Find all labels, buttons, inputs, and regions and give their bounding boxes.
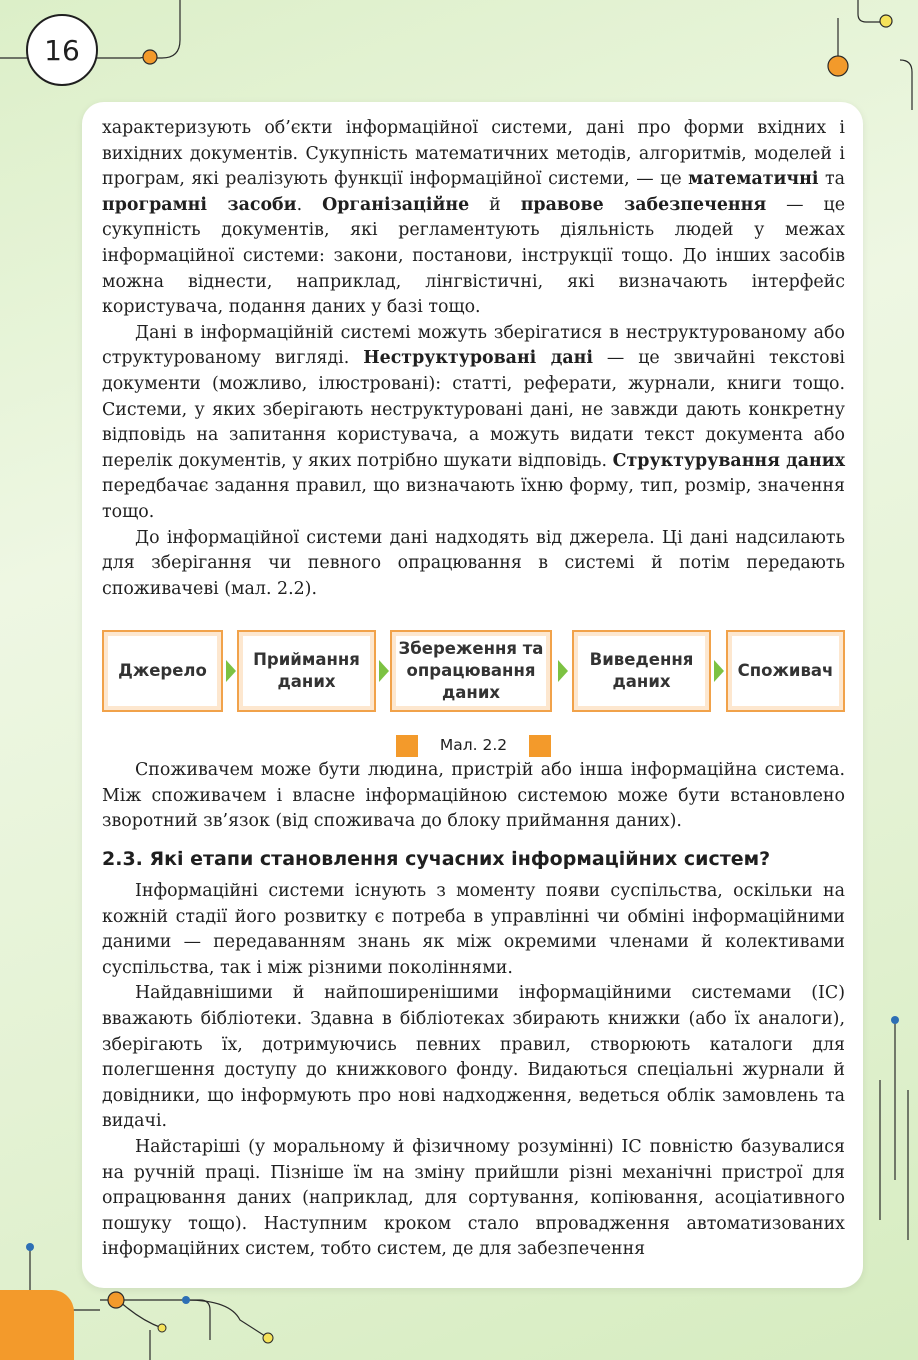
paragraph <box>102 981 845 1135</box>
text-run: Найстаріші (у моральному й фізичному розумінні) ІС повністю базувалися на ручній праці. Пізніше їм на зміну прийшли різні механічні пристрої для опрацювання даних (наприклад, для сортування, копіювання, асоціативного пошуку тощо). Наступним кроком стало впровадження автоматизованих інформаційних систем, тобто систем, де для забезпечення <box>102 1137 845 1260</box>
box-storage-processing: Збереження та опрацювання даних <box>390 630 552 712</box>
arrow-icon <box>379 660 389 682</box>
bold-term: Організаційне <box>322 194 470 215</box>
text-run: й <box>469 194 521 215</box>
box-source: Джерело <box>102 630 223 712</box>
paragraph <box>102 879 845 981</box>
text-run: передбачає задання правил, що визначають їхню форму, тип, розмір, значення тощо. <box>102 476 845 522</box>
figure-caption: Мал. 2.2 <box>439 736 508 755</box>
bold-term: Структурування даних <box>612 450 845 471</box>
page-content <box>102 116 845 1263</box>
text-run: та <box>818 169 845 190</box>
text-run: . <box>296 194 323 215</box>
paragraph <box>102 116 845 321</box>
text-run: — це звичайні текстові документи (можливо, ілюстровані): статті, реферати, журнали, книги тощо. Системи, у яких зберігають неструктуровані дані, не завжди дають конкретну відповідь на запитання користувача, а можуть видати текст документа або перелік документів, у яких потрібно шукати відповідь. <box>102 348 845 471</box>
caption-square-icon <box>396 735 418 757</box>
paragraphs-section <box>102 879 845 1263</box>
text-run: Споживачем може бути людина, пристрій або інша інформаційна система. Між споживачем і власне інформаційною системою може бути встановлено зворотний зв’язок (від споживача до блоку приймання даних). <box>102 760 845 832</box>
arrow-icon <box>226 660 236 682</box>
orange-corner-tab <box>0 1290 74 1360</box>
bold-term: математичні <box>688 169 819 190</box>
bold-term: правове забезпечення <box>520 194 767 215</box>
arrow-icon <box>714 660 724 682</box>
page-number: 16 <box>26 14 98 86</box>
bold-term: Неструктуровані дані <box>363 348 593 369</box>
text-run: Інформаційні системи існують з моменту появи суспільства, оскільки на кожній стадії його розвитку є потреба в управлінні чи обміні інформаційними даними — передаванням знань як між окремими членами й колективами суспільства, так і між різними поколіннями. <box>102 881 845 978</box>
text-run: Дані в інформаційній системі можуть зберігатися в неструктурованому або структурованому вигляді. <box>102 322 845 369</box>
paragraph <box>102 526 845 603</box>
figure-caption-row <box>102 734 845 758</box>
section-heading: 2.3. Які етапи становлення сучасних інформаційних систем? <box>102 848 771 871</box>
box-receiving: Приймання даних <box>237 630 376 712</box>
text-run: До інформаційної системи дані надходять від джерела. Ці дані надсилають для зберігання чи певного опрацювання в системі й потім передають споживачеві (мал. 2.2). <box>102 527 845 599</box>
paragraph <box>102 758 845 835</box>
data-flow-diagram <box>102 630 845 718</box>
bold-term: програмні засоби <box>102 194 297 215</box>
paragraph <box>102 321 845 526</box>
caption-square-icon <box>529 735 551 757</box>
text-run: — це сукупність документів, які регламентують діяльність людей у межах інформаційної системи: закони, постанови, інструкції тощо. До інших засобів можна віднести, наприклад, лінгвістичні, які визначають інтерфейс користувача, подання даних у базі тощо. <box>102 194 845 318</box>
paragraphs-top <box>102 116 845 602</box>
box-consumer: Споживач <box>726 630 845 712</box>
paragraph <box>102 1135 845 1263</box>
arrow-icon <box>558 660 568 682</box>
text-run: Найдавнішими й найпоширенішими інформаційними системами (ІС) вважають бібліотеки. Здавна в бібліотеках збирають книжки (або їх аналоги), зберігають їх, дотримуючись певних правил, створюють каталоги для полегшення доступу до книжкового фонду. Видаються спеціальні журнали й довідники, що інформують про нові надходження, ведеться облік замовлень та видачі. <box>102 983 845 1132</box>
box-output: Виведення даних <box>572 630 711 712</box>
text-run: характеризують об’єкти інформаційної системи, дані про форми вхідних і вихідних документів. Сукупність математичних методів, алгоритмів, моделей і програм, які реалізують функції інформаційної системи, — це <box>102 118 845 190</box>
